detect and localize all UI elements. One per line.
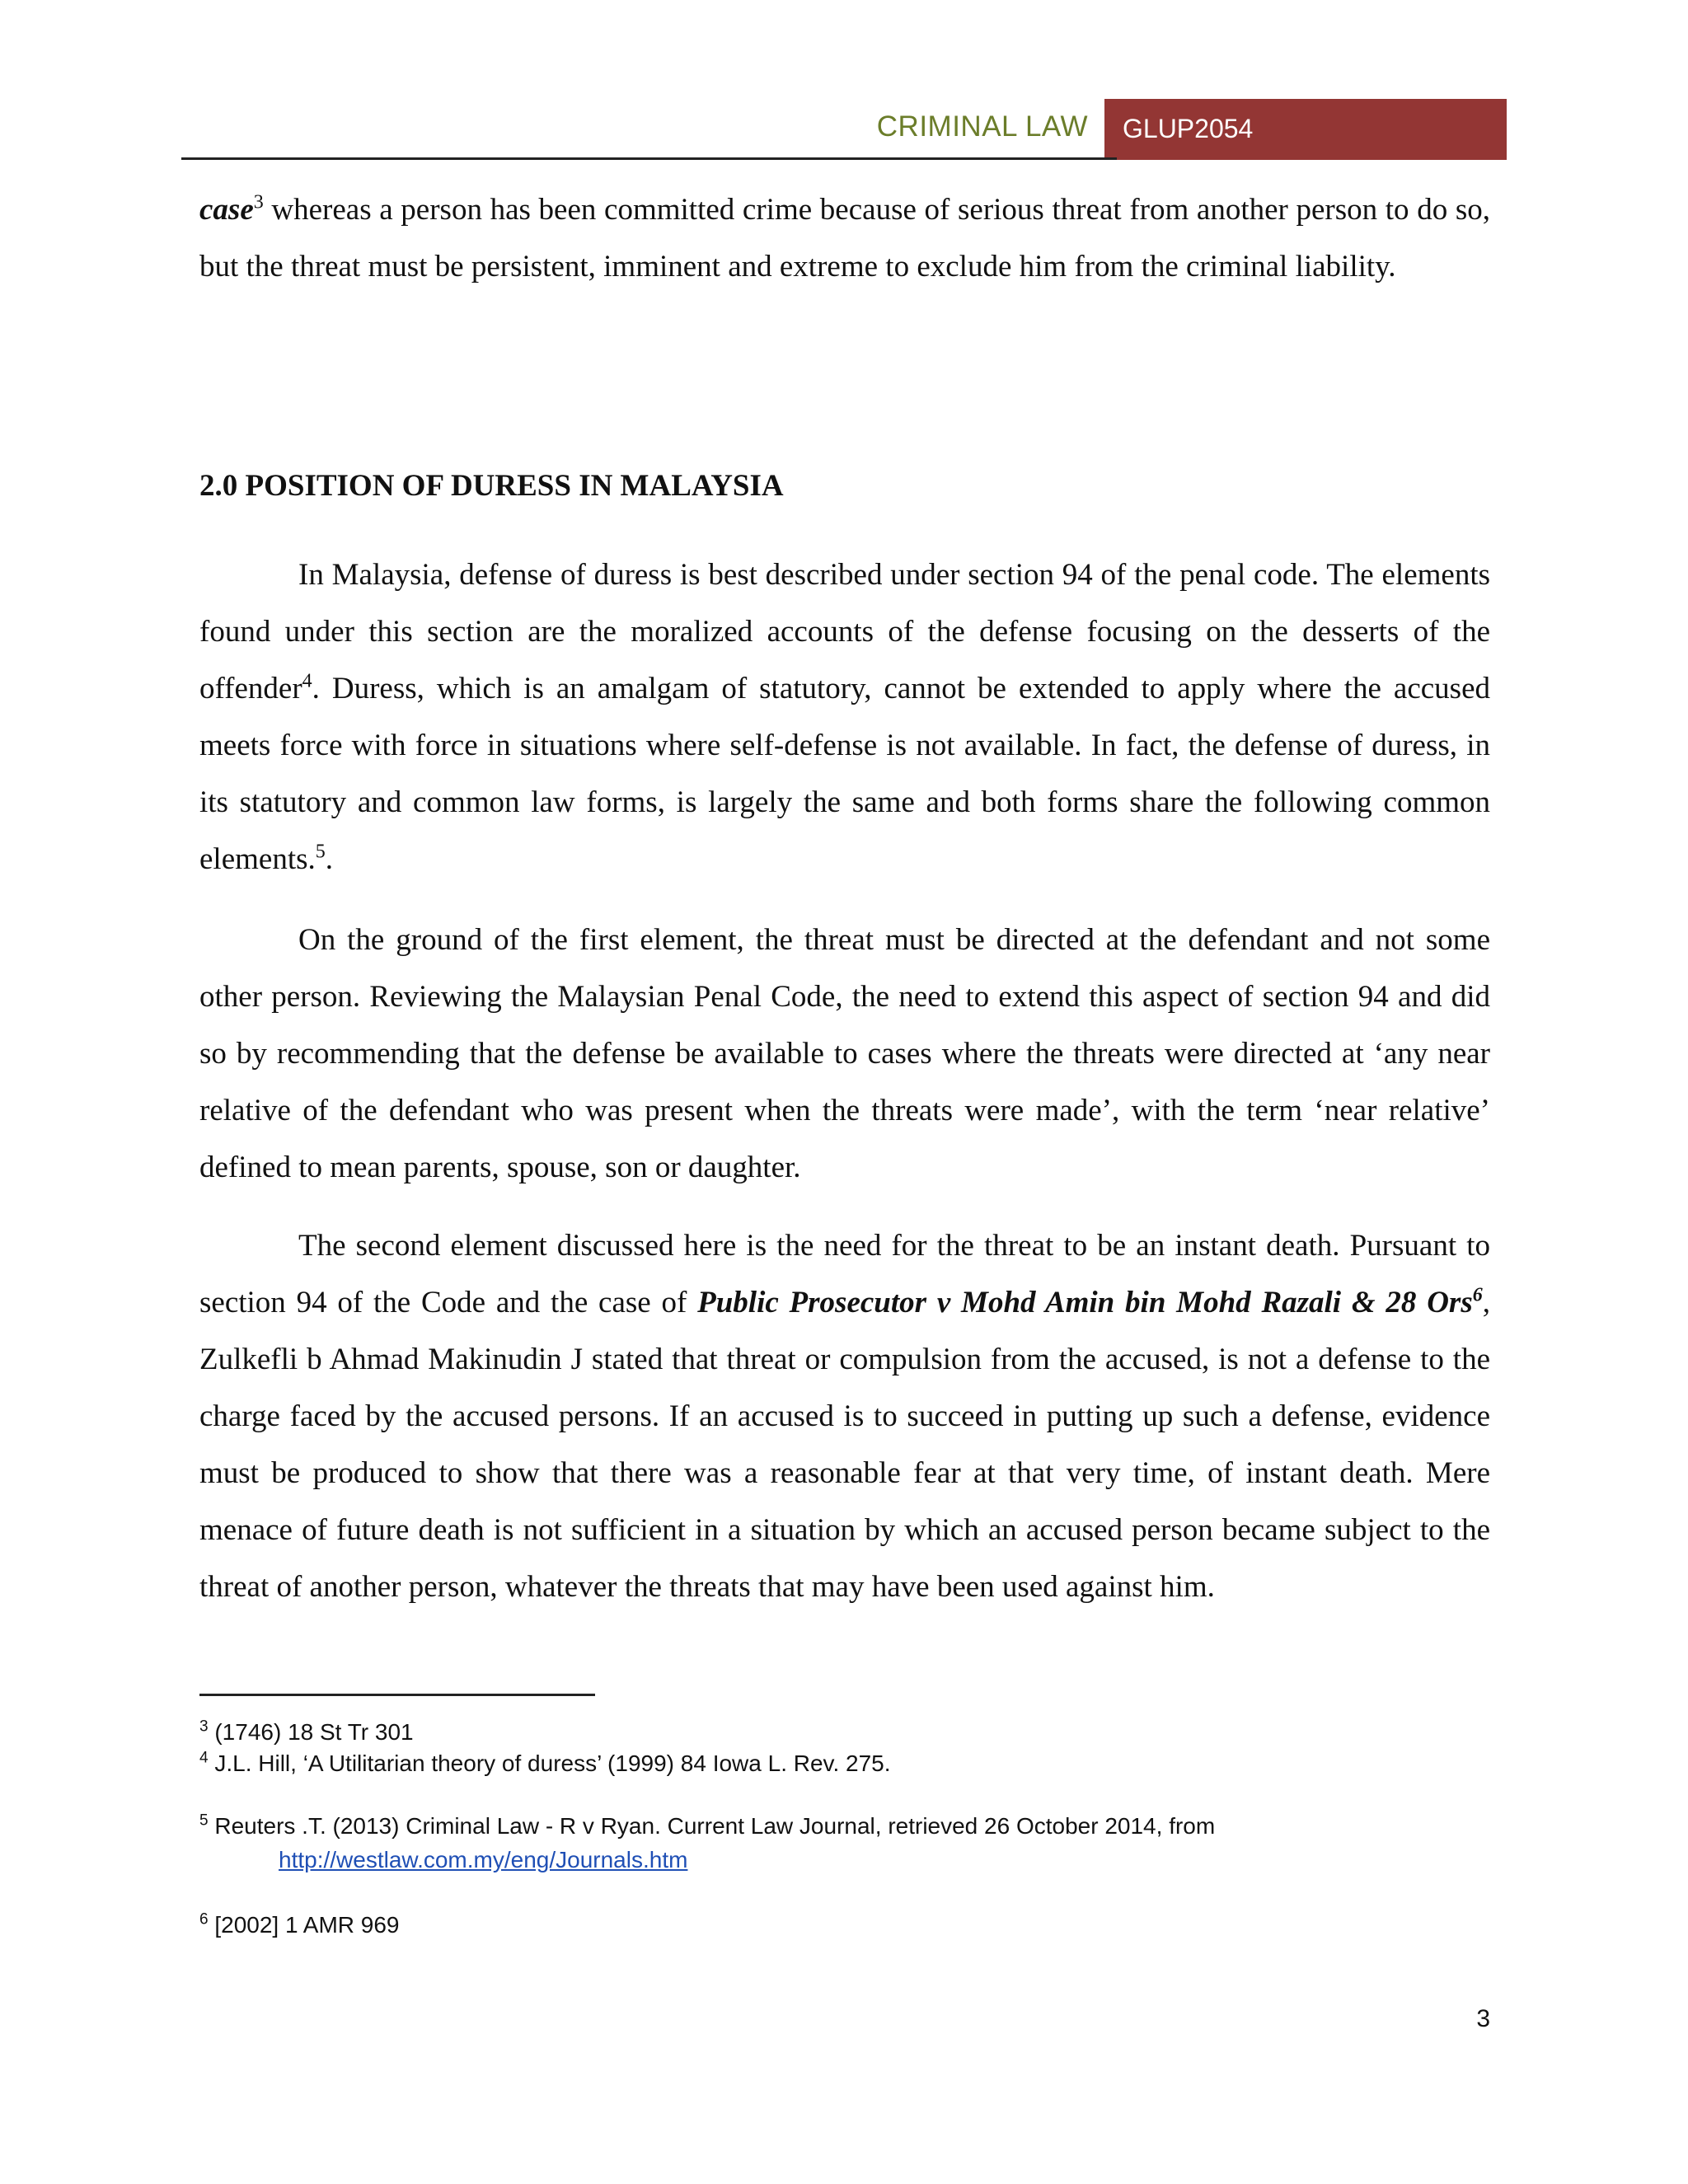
footnote-number: 3 [199,1718,209,1736]
footnote-ref-5: 5 [315,841,326,863]
header-course-code: GLUP2054 [1123,114,1254,143]
paragraph-1-text-b: . Duress, which is an amalgam of statutory, cannot be extended to apply where the accused meets force with force in situations where self-defense is not available. In fact, the defense of duress, in its statutory and common law forms, is largely the same and both forms share the following common elements. [199,672,1490,876]
paragraph-1 [199,546,1490,888]
header-course-code-box [1104,99,1507,160]
footnote-text: [2002] 1 AMR 969 [208,1912,400,1938]
case-name: Public Prosecutor v Mohd Amin bin Mohd Razali & 28 Ors [697,1286,1473,1319]
header-rule [181,157,1117,160]
paragraph-3-text-a: The second element discussed here is the need for the threat to be an instant death. Pursuant to section 94 of the Code and the case of [199,1229,1490,1319]
footnote-separator [199,1694,595,1696]
paragraph-3 [199,1217,1490,1615]
footnote-number: 6 [199,1910,209,1929]
case-word: case [199,193,254,227]
section-heading: 2.0 POSITION OF DURESS IN MALAYSIA [199,469,784,503]
footnote-ref-6 [1473,1285,1483,1306]
footnote-6 [199,1912,400,1938]
footnote-text: Reuters .T. (2013) Criminal Law - R v Ryan. Current Law Journal, retrieved 26 October 2014, from [208,1813,1216,1839]
footnote-ref-3: 3 [253,191,264,213]
paragraph-1-text-a: In Malaysia, defense of duress is best described under section 94 of the penal code. The elements found under this section are the moralized accounts of the defense focusing on the desserts of the offender [199,558,1490,705]
footnote-ref-6-number: 6 [1472,1284,1483,1306]
footnote-4 [199,1750,891,1777]
intro-paragraph [199,181,1490,295]
footnote-number: 4 [199,1749,209,1767]
intro-text: whereas a person has been committed crime because of serious threat from another person to do so, but the threat must be persistent, imminent and extreme to exclude him from the criminal liability. [199,193,1490,284]
footnote-5-link[interactable]: http://westlaw.com.my/eng/Journals.htm [279,1847,688,1872]
footnote-3 [199,1719,414,1746]
paragraph-1-text-c: . [325,842,334,876]
footnote-5 [199,1813,1215,1840]
paragraph-2: On the ground of the first element, the threat must be directed at the defendant and not some other person. Reviewing the Malaysian Penal Code, the need to extend this aspect of section 94 and did so by recommending that the defense be available to cases where the threats were directed at ‘any near relative of the defendant who was present when the threats were made’, with the term ‘near relative’ defined to mean parents, spouse, son or daughter. [199,923,1490,1184]
footnote-ref-4: 4 [302,670,312,692]
footnote-text: (1746) 18 St Tr 301 [208,1719,414,1745]
paragraph-3-text-b: , Zulkefli b Ahmad Makinudin J stated that threat or compulsion from the accused, is not a defense to the charge faced by the accused persons. If an accused is to succeed in putting up such a defense, evidence must be produced to show that there was a reasonable fear at that very time, of instant death. Mere menace of future death is not sufficient in a situation by which an accused person became subject to the threat of another person, whatever the threats that may have been used against him. [199,1286,1490,1604]
footnote-text: J.L. Hill, ‘A Utilitarian theory of duress’ (1999) 84 Iowa L. Rev. 275. [208,1750,891,1776]
header-title: CRIMINAL LAW [876,110,1088,143]
footnote-number: 5 [199,1811,209,1830]
page-number: 3 [1476,2005,1490,2032]
